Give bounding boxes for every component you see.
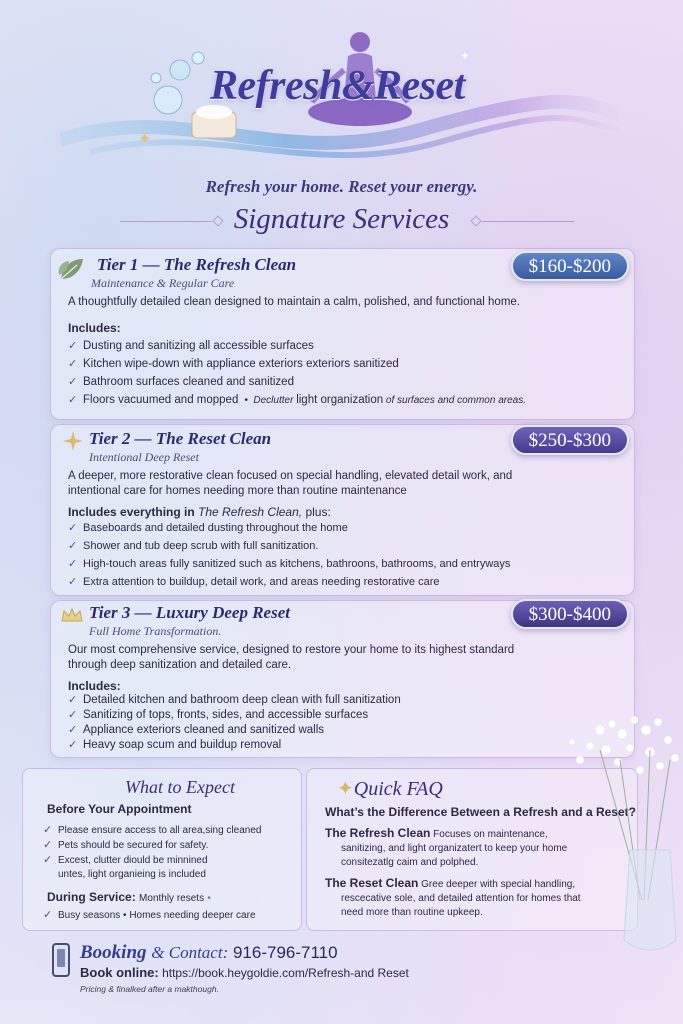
sparkle-icon bbox=[63, 431, 83, 451]
faq-answer-reset: The Reset Clean Gree deeper with special handling, rescecative sole, and detailed attention for homes that need more than routine upkeep. bbox=[325, 876, 581, 918]
list-item: ✓ Please ensure access to all area,sing cleaned bbox=[43, 824, 262, 836]
list-item: ✓ Busy seasons • Homes needing deeper care bbox=[43, 909, 256, 921]
phone-icon bbox=[52, 943, 70, 977]
svg-text:✦: ✦ bbox=[460, 49, 471, 63]
check-icon: ✓ bbox=[68, 558, 78, 570]
svg-text:✦: ✦ bbox=[138, 131, 152, 148]
tier-1-includes-label: Includes: bbox=[68, 321, 121, 335]
faq-answer-refresh: The Refresh Clean Focuses on maintenance, sanitizing, and light organizatert to keep your home consitezatlg caim and polphed. bbox=[325, 826, 568, 868]
list-item: ✓ Bathroom surfaces cleaned and sanitized bbox=[68, 373, 526, 391]
tier-2-subtitle: Intentional Deep Reset bbox=[89, 450, 199, 464]
before-appointment-list bbox=[43, 823, 261, 882]
list-item: ✓ Baseboards and detailed dusting throughout the home bbox=[68, 519, 510, 537]
booking-link[interactable]: https://book.heygoldie.com/Refresh-and Reset bbox=[162, 966, 409, 980]
phone-number[interactable]: 916-796-7110 bbox=[232, 943, 338, 962]
tier-2-price-badge: $250-$300 bbox=[511, 425, 629, 455]
flower-vase-illustration bbox=[560, 700, 683, 990]
list-item: ✓ Heavy soap scum and buildup removal bbox=[68, 739, 282, 751]
faq-question: What’s the Difference Between a Refresh and a Reset? bbox=[325, 805, 636, 819]
list-item: ✓ Pets should be secured for safety. bbox=[43, 839, 209, 851]
before-appointment-heading: Before Your Appointment bbox=[47, 802, 192, 816]
check-icon: ✓ bbox=[68, 358, 78, 370]
tier-2-card bbox=[50, 424, 635, 596]
crown-icon bbox=[61, 607, 83, 623]
list-item: ✓ Kitchen wipe-down with appliance exteriors exteriors sanitized bbox=[68, 355, 526, 373]
quick-faq-title: ✦Quick FAQ bbox=[337, 778, 443, 800]
check-icon: ✓ bbox=[68, 709, 78, 721]
tier-1-card bbox=[50, 248, 635, 420]
divider-right bbox=[482, 221, 574, 222]
check-icon: ✓ bbox=[68, 576, 78, 588]
tagline: Refresh your home. Reset your energy. bbox=[205, 177, 478, 196]
what-to-expect-panel bbox=[22, 768, 302, 931]
list-item: ✓ Floors vacuumed and mopped • Declutter light organization of surfaces and common areas. bbox=[68, 391, 526, 409]
item-note: • Declutter light organization of surfaces and common areas. bbox=[241, 394, 526, 406]
check-icon: ✓ bbox=[68, 522, 78, 534]
book-online: Book online: https://book.heygoldie.com/Refresh-and Reset bbox=[80, 965, 409, 980]
list-item: untes, light organieing is included bbox=[58, 869, 206, 880]
during-service-heading: During Service: Monthly resets • bbox=[47, 890, 211, 904]
what-to-expect-title: What to Expect bbox=[125, 777, 235, 797]
logo-text: Refresh&Reset bbox=[210, 63, 465, 109]
check-icon: ✓ bbox=[43, 854, 53, 866]
tier-1-price-badge: $160-$200 bbox=[511, 251, 629, 281]
check-icon: ✓ bbox=[68, 540, 78, 552]
fine-print: Pricing & finalked after a makthough. bbox=[80, 984, 219, 994]
tier-2-description: A deeper, more restorative clean focused on special handling, elevated detail work, and intentional care for homes needing more than routine maintenance bbox=[68, 470, 513, 497]
tier-1-subtitle: Maintenance & Regular Care bbox=[91, 276, 235, 290]
list-item: ✓ Appliance exteriors cleaned and sanitized walls bbox=[68, 724, 325, 736]
list-item: ✓ Extra attention to buildup, detail work, and areas needing restorative care bbox=[68, 573, 510, 591]
check-icon: ✓ bbox=[68, 340, 78, 352]
list-item: ✓ Shower and tub deep scrub with full sanitization. bbox=[68, 537, 510, 555]
sparkle-icon: ✦ bbox=[337, 778, 354, 800]
tier-1-title: Tier 1 — The Refresh Clean bbox=[97, 255, 297, 274]
list-item: ✓ Excest, clutter diould be minnined bbox=[43, 854, 208, 866]
header bbox=[0, 0, 683, 205]
check-icon: ✓ bbox=[43, 824, 53, 836]
tier-3-subtitle: Full Home Transformation. bbox=[89, 624, 222, 638]
during-service-list bbox=[43, 908, 256, 923]
tier-2-includes-label: Includes everything in The Refresh Clean, plus: bbox=[68, 505, 331, 519]
check-icon: ✓ bbox=[68, 376, 78, 388]
booking-contact: Booking & Contact: 916-796-7110 bbox=[80, 942, 338, 963]
tier-3-list bbox=[68, 693, 401, 753]
check-icon: ✓ bbox=[68, 739, 78, 751]
logo bbox=[60, 20, 620, 170]
tier-3-card bbox=[50, 600, 635, 758]
tier-3-title: Tier 3 — Luxury Deep Reset bbox=[89, 603, 290, 622]
tier-3-includes-label: Includes: bbox=[68, 679, 121, 693]
tier-3-description: Our most comprehensive service, designed to restore your home to its highest standard through deep sanitization and detailed care. bbox=[68, 644, 515, 671]
tier-1-list bbox=[68, 337, 526, 409]
check-icon: ✓ bbox=[43, 909, 53, 921]
list-item: ✓ High-touch areas fully sanitized such as kitchens, bathroons, bathrooms, and entryways bbox=[68, 555, 510, 573]
tier-3-price-badge: $300-$400 bbox=[511, 599, 629, 629]
check-icon: ✓ bbox=[68, 724, 78, 736]
list-item: ✓ Sanitizing of tops, fronts, sides, and accessible surfaces bbox=[68, 709, 369, 721]
tier-2-title: Tier 2 — The Reset Clean bbox=[89, 429, 272, 448]
leaf-icon bbox=[57, 255, 87, 283]
tier-2-list bbox=[68, 519, 510, 591]
section-title: Signature Services bbox=[233, 203, 450, 235]
check-icon: ✓ bbox=[68, 394, 78, 406]
check-icon: ✓ bbox=[68, 694, 78, 706]
check-icon: ✓ bbox=[43, 839, 53, 851]
tier-1-description: A thoughtfully detailed clean designed to maintain a calm, polished, and functional home. bbox=[68, 296, 520, 308]
list-item: ✓ Dusting and sanitizing all accessible surfaces bbox=[68, 337, 526, 355]
list-item: ✓ Detailed kitchen and bathroom deep clean with full sanitization bbox=[68, 694, 401, 706]
